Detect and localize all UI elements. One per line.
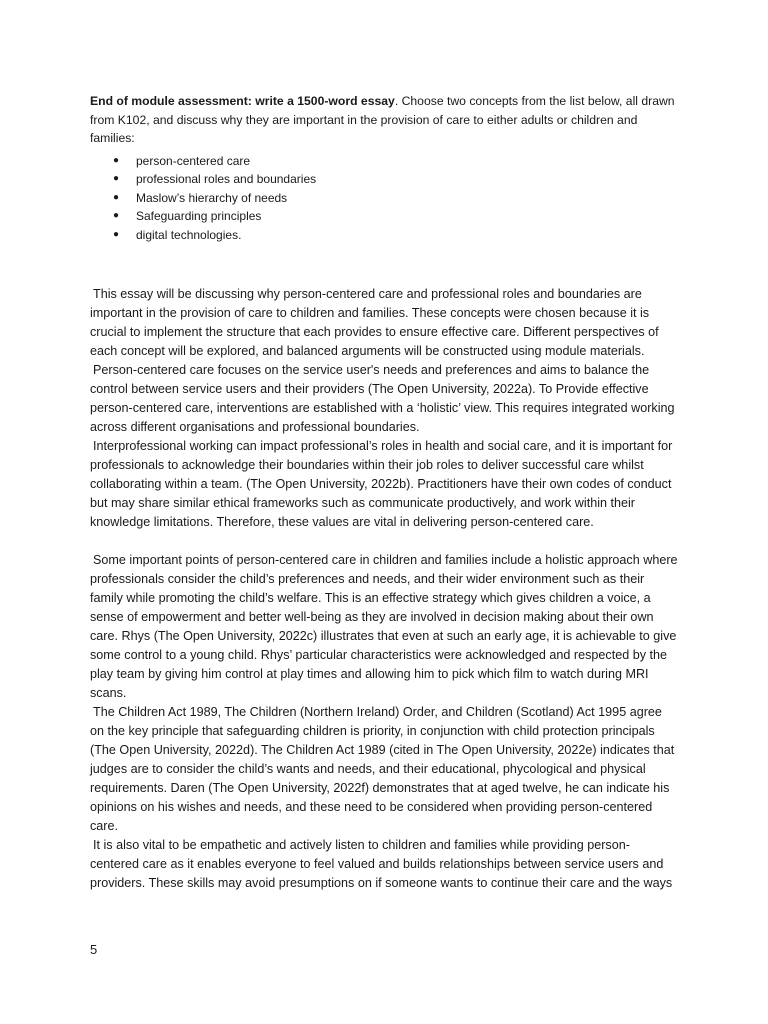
concept-item: ● Maslow’s hierarchy of needs [90, 189, 678, 208]
essay-paragraph: This essay will be discussing why person-centered care and professional roles and boundaries are important in the provision of care to children and families. These concepts were chosen because it is crucial to implement the structure that each provides to ensure effective care. Different perspectives of each concept will be explored, and balanced arguments will be constructed using module materials. [90, 287, 659, 359]
concept-item: ● professional roles and boundaries [90, 170, 678, 189]
essay-body [90, 285, 678, 893]
essay-paragraph: Interprofessional working can impact professional’s roles in health and social care, and it is important for professionals to acknowledge their boundaries within their job roles to deliver successful care whilst collaborating within a team. (The Open University, 2022b). Practitioners have their own codes of conduct but may share similar ethical frameworks such as communicate productively, and work within their knowledge limitations. Therefore, these values are vital in delivering person-centered care. [90, 439, 673, 530]
essay-paragraph: Person-centered care focuses on the service user's needs and preferences and aims to balance the control between service users and their providers (The Open University, 2022a). To Provide effective person-centered care, interventions are established with a ‘holistic’ view. This requires integrated working across different organisations and professional boundaries. [90, 363, 675, 435]
concept-item: ● person-centered care [90, 152, 678, 171]
concept-item: ● Safeguarding principles [90, 207, 678, 226]
concept-list [90, 152, 678, 245]
bullet-icon: ● [113, 210, 120, 222]
bullet-icon: ● [113, 173, 120, 185]
document-page [90, 92, 678, 893]
bullet-icon: ● [113, 228, 120, 240]
assessment-prompt [90, 92, 678, 148]
bullet-icon: ● [113, 191, 120, 203]
assessment-heading: End of module assessment: write a 1500-word essay [90, 94, 395, 108]
assessment-intro: . Choose two concepts from the list below, all drawn from K102, and discuss why they are important in the provision of care to either adults or children and families: [90, 94, 675, 145]
concept-item: ● digital technologies. [90, 226, 678, 245]
essay-paragraph: The Children Act 1989, The Children (Northern Ireland) Order, and Children (Scotland) Act 1995 agree on the key principle that safeguarding children is priority, in conjunction with child protection principals (The Open University, 2022d). The Children Act 1989 (cited in The Open University, 2022e) indicates that judges are to consider the child’s wants and needs, and their educational, phycological and physical requirements. Daren (The Open University, 2022f) demonstrates that at aged twelve, he can indicate his opinions on his wishes and needs, and these need to be considered when providing person-centered care. [90, 705, 675, 834]
essay-paragraph: Some important points of person-centered care in children and families include a holistic approach where professionals consider the child’s preferences and needs, and their wider environment such as their family while promoting the child’s welfare. This is an effective strategy which gives children a voice, a sense of empowerment and better well-being as they are involved in decision making about their own care. Rhys (The Open University, 2022c) illustrates that even at such an early age, it is achievable to give some control to a young child. Rhys’ particular characteristics were acknowledged and respected by the play team by giving him control at play times and allowing him to pick which film to watch during MRI scans. [90, 553, 678, 701]
bullet-icon: ● [113, 154, 120, 166]
essay-paragraph: It is also vital to be empathetic and actively listen to children and families while providing person-centered care as it enables everyone to feel valued and builds relationships between service users and providers. These skills may avoid presumptions on if someone wants to continue their care and the ways [90, 838, 673, 891]
page-number: 5 [90, 942, 98, 957]
